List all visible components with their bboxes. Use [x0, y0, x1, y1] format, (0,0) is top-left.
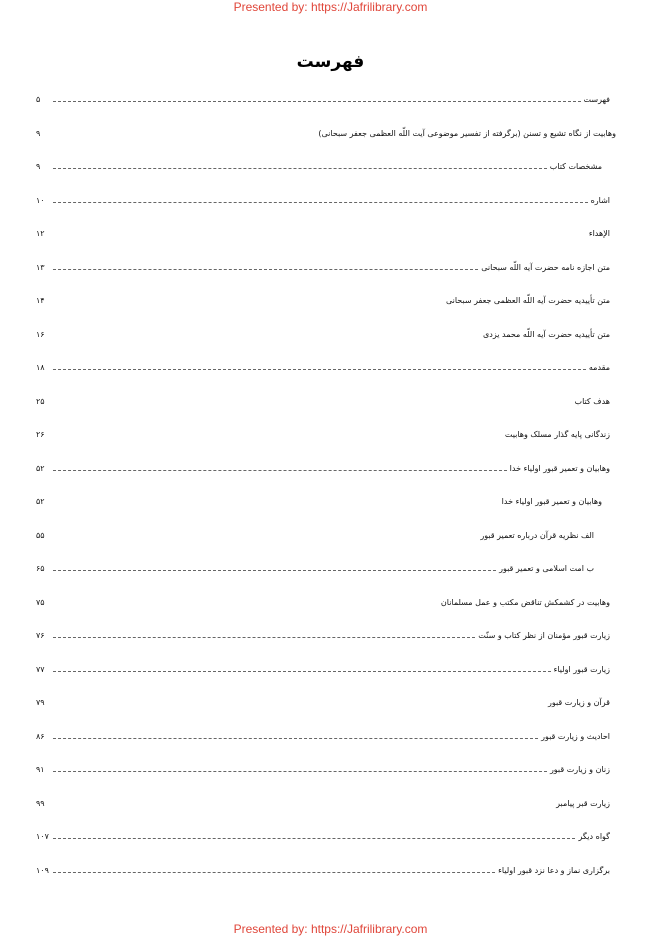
toc-page-number: ۱۲ — [36, 229, 45, 238]
toc-dot-leader — [53, 597, 438, 604]
toc-entry[interactable] — [36, 630, 616, 664]
toc-entry[interactable] — [36, 362, 616, 396]
toc-dot-leader — [53, 195, 588, 203]
page-title: فهرست — [296, 52, 365, 72]
toc-page-number: ۵۲ — [36, 497, 45, 506]
toc-entry-title[interactable]: هدف کتاب — [574, 396, 610, 406]
toc-page-number: ۱۳ — [36, 262, 45, 272]
toc-entry-title[interactable]: گواه دیگر — [578, 832, 610, 841]
toc-entry-title[interactable]: متن تأییدیه حضرت آیه اللّه العظمی جعفر سبحانی — [445, 296, 610, 305]
toc-entry[interactable] — [36, 429, 616, 463]
toc-entry-title[interactable]: وهابیت از نگاه تشیع و تسنن (برگرفته از تفسیر موضوعی آیت اللّه العظمی جعفر سبحانی) — [318, 128, 616, 138]
toc-dot-leader — [53, 463, 507, 471]
toc-entry-title[interactable]: متن تأییدیه حضرت آیه اللّه محمد یزدی — [483, 329, 610, 339]
toc-page-number: ۲۶ — [36, 430, 45, 439]
toc-entry-title[interactable]: الإهداء — [588, 229, 610, 238]
toc-entry[interactable] — [36, 865, 616, 899]
toc-entry-title[interactable]: الف نظریه قرآن درباره تعمیر قبور — [480, 530, 594, 540]
toc-entry[interactable] — [36, 697, 616, 731]
toc-entry[interactable] — [36, 329, 616, 363]
toc-entry[interactable] — [36, 228, 616, 262]
toc-entry-title[interactable]: ب امت اسلامی و تعمیر قبور — [499, 564, 594, 573]
top-banner-link[interactable]: Presented by: https://Jafrilibrary.com — [233, 0, 428, 14]
toc-dot-leader — [53, 429, 502, 436]
toc-page-number: ۱۰۷ — [36, 832, 49, 841]
toc-entry[interactable] — [36, 731, 616, 765]
toc-dot-leader — [53, 228, 586, 235]
toc-entry-title[interactable]: اشاره — [590, 195, 610, 205]
toc-entry[interactable] — [36, 94, 616, 128]
toc-page-number: ۱۰ — [36, 195, 45, 205]
toc-entry-title[interactable]: وهابیان و تعمیر قبور اولیاء خدا — [509, 463, 610, 473]
toc-entry[interactable] — [36, 798, 616, 832]
toc-entry-title[interactable]: زیارت قبر پیامبر — [556, 798, 610, 808]
toc-entry-title[interactable]: مقدمه — [588, 363, 610, 372]
toc-dot-leader — [53, 262, 478, 270]
toc-entry-title[interactable]: مشخصات کتاب — [549, 162, 602, 171]
toc-dot-leader — [53, 563, 496, 571]
toc-entry-title[interactable]: احادیث و زیارت قبور — [541, 731, 610, 741]
toc-page-number: ۸۶ — [36, 731, 45, 741]
toc-entry[interactable] — [36, 563, 616, 597]
toc-entry[interactable] — [36, 496, 616, 530]
toc-page-number: ۷۷ — [36, 664, 45, 674]
toc-entry[interactable] — [36, 295, 616, 329]
toc-page-number: ۹ — [36, 162, 41, 171]
toc-page-number: ۵ — [36, 95, 41, 104]
toc-page-number: ۱۴ — [36, 296, 45, 305]
toc-dot-leader — [53, 295, 443, 302]
toc-entry-title[interactable]: زندگانی پایه گذار مسلک وهابیت — [504, 430, 610, 439]
toc-dot-leader — [53, 329, 480, 336]
toc-entry-title[interactable]: وهابیت در کشمکش تناقض مکتب و عمل مسلمانان — [440, 597, 610, 607]
toc-entry-title[interactable]: فهرست — [583, 95, 610, 104]
toc-entry-title[interactable]: وهابیان و تعمیر قبور اولیاء خدا — [501, 497, 602, 506]
toc-entry-title[interactable]: زیارت قبور اولیاء — [553, 664, 610, 674]
toc-page-number: ۹۹ — [36, 798, 45, 808]
toc-entry[interactable] — [36, 195, 616, 229]
toc-entry[interactable] — [36, 161, 616, 195]
toc-entry[interactable] — [36, 597, 616, 631]
toc-entry[interactable] — [36, 463, 616, 497]
toc-dot-leader — [53, 161, 547, 169]
toc-dot-leader — [53, 496, 499, 503]
toc-entry-title[interactable]: برگزاری نماز و دعا نزد قبور اولیاء — [498, 865, 610, 875]
toc-entry[interactable] — [36, 664, 616, 698]
toc-dot-leader — [53, 630, 475, 638]
toc-entry[interactable] — [36, 764, 616, 798]
toc-entry-title[interactable]: قرآن و زیارت قبور — [548, 698, 610, 707]
bottom-banner-link[interactable]: Presented by: https://Jafrilibrary.com — [233, 922, 428, 936]
toc-page-number: ۹۱ — [36, 765, 45, 774]
toc-page-number: ۷۶ — [36, 631, 45, 640]
toc-dot-leader — [53, 865, 495, 873]
toc-dot-leader — [53, 731, 538, 739]
toc-dot-leader — [53, 396, 572, 403]
toc-entry-title[interactable]: متن اجازه نامه حضرت آیه اللّه سبحانی — [481, 262, 610, 272]
toc-dot-leader — [53, 764, 547, 772]
toc-dot-leader — [53, 530, 477, 537]
toc-page-number: ۶۵ — [36, 564, 45, 573]
table-of-contents — [36, 94, 616, 898]
toc-page-number: ۲۵ — [36, 396, 45, 406]
toc-page-number: ۵۲ — [36, 463, 45, 473]
toc-page-number: ۷۵ — [36, 597, 45, 607]
toc-page-number: ۹ — [36, 128, 41, 138]
toc-entry[interactable] — [36, 128, 616, 162]
toc-dot-leader — [53, 128, 315, 135]
toc-dot-leader — [53, 664, 551, 672]
toc-page-number: ۵۵ — [36, 530, 45, 540]
toc-entry-title[interactable]: زیارت قبور مؤمنان از نظر کتاب و سنّت — [478, 631, 610, 640]
toc-dot-leader — [53, 94, 581, 102]
toc-page-number: ۱۸ — [36, 363, 45, 372]
toc-dot-leader — [53, 362, 586, 370]
toc-page-number: ۱۶ — [36, 329, 45, 339]
toc-dot-leader — [53, 831, 575, 839]
toc-dot-leader — [53, 697, 545, 704]
toc-entry[interactable] — [36, 262, 616, 296]
toc-entry-title[interactable]: زنان و زیارت قبور — [549, 765, 610, 774]
toc-dot-leader — [53, 798, 553, 805]
toc-page-number: ۱۰۹ — [36, 865, 49, 875]
toc-entry[interactable] — [36, 530, 616, 564]
toc-page-number: ۷۹ — [36, 698, 45, 707]
toc-entry[interactable] — [36, 831, 616, 865]
toc-entry[interactable] — [36, 396, 616, 430]
